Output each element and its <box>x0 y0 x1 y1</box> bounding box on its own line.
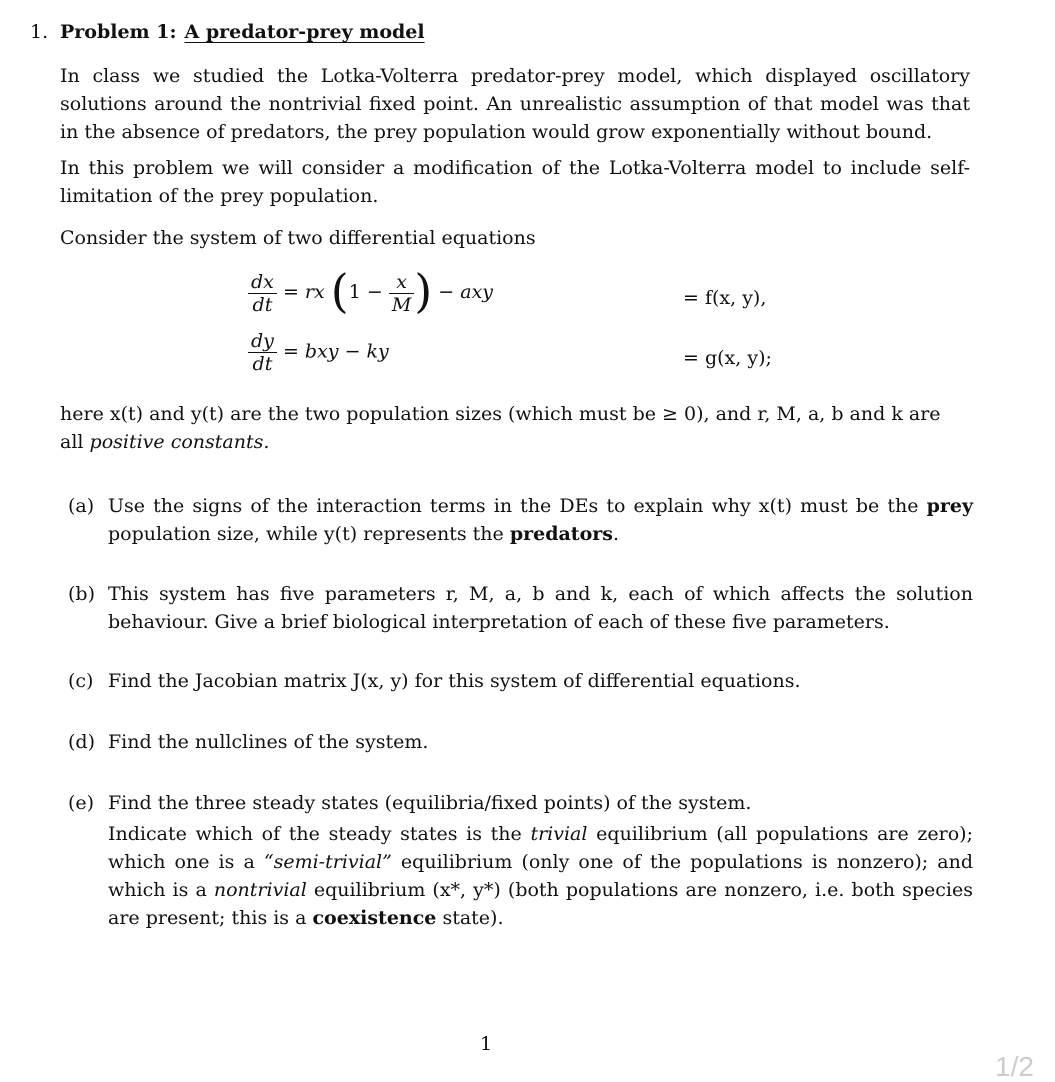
viewer-page-indicator: 1/2 <box>995 1051 1034 1082</box>
part-c-text: Find the Jacobian matrix J(x, y) for this system of differential equations. <box>108 670 801 692</box>
part-b <box>68 580 973 636</box>
equation-2-result: = g(x, y); <box>683 347 772 369</box>
eq1-carrying-fraction: $\frac{x}{M}$ <box>389 271 414 316</box>
problem-title: A predator-prey model <box>184 21 425 43</box>
eq1-derivative: $\frac{dx}{dt}$ <box>248 271 277 316</box>
intro-paragraph-3: Consider the system of two differential equations <box>60 227 536 249</box>
population-description: here x(t) and y(t) are the two population sizes (which must be ≥ 0), and r, M, a, b and k are all positive constants. <box>60 403 941 453</box>
problem-heading <box>30 18 425 46</box>
equation-1: $\frac{dx}{dt}$ = rx (1 − $\frac{x}{M}$ ) − axy <box>248 270 493 324</box>
part-b-text: This system has five parameters r, M, a, b and k, each of which affects the solution behaviour. Give a brief biological interpretation of each of these five parameters. <box>108 583 973 633</box>
part-c-label: (c) <box>68 670 94 692</box>
part-d-text: Find the nullclines of the system. <box>108 731 429 753</box>
part-d <box>68 728 973 756</box>
equation-2 <box>248 330 389 384</box>
eq2-derivative: $\frac{dy}{dt}$ <box>248 330 277 375</box>
eq2-rhs: = bxy − ky <box>282 340 389 363</box>
part-c <box>68 667 973 695</box>
problem-label: Problem 1: <box>60 21 177 43</box>
equation-1-result: = f(x, y), <box>683 287 767 309</box>
eq1-one-minus: 1 − <box>348 281 383 303</box>
problem-number: 1. <box>30 21 49 43</box>
intro-paragraph-2: In this problem we will consider a modification of the Lotka-Volterra model to include self-limitation of the prey population. <box>60 157 970 207</box>
part-a-text: Use the signs of the interaction terms in the DEs to explain why x(t) must be the prey population size, while y(t) represents the predators. <box>108 495 973 545</box>
part-a <box>68 492 973 548</box>
page-number: 1 <box>480 1033 493 1055</box>
eq1-interaction: − axy <box>438 281 494 303</box>
part-e-label: (e) <box>68 792 95 814</box>
part-a-label: (a) <box>68 495 95 517</box>
part-d-label: (d) <box>68 731 95 753</box>
intro-paragraph-1: In class we studied the Lotka-Volterra predator-prey model, which displayed oscillatory solutions around the nontrivial fixed point. An unrealistic assumption of that model was that in the absence of predators, the prey population would grow exponentially without bound. <box>60 65 970 143</box>
eq1-rhs: = rx <box>282 281 325 303</box>
part-b-label: (b) <box>68 583 95 605</box>
part-e-text: Find the three steady states (equilibria/fixed points) of the system. Indicate which of the steady states is the trivial equilibrium (all populations are zero); which one is a “semi-trivial” equilibrium (only one of the populations is nonzero); and which is a nontrivial equilibrium (x*, y*) (both populations are nonzero, i.e. both species are present; this is a coexistence state). <box>108 792 974 929</box>
part-e <box>68 789 973 932</box>
